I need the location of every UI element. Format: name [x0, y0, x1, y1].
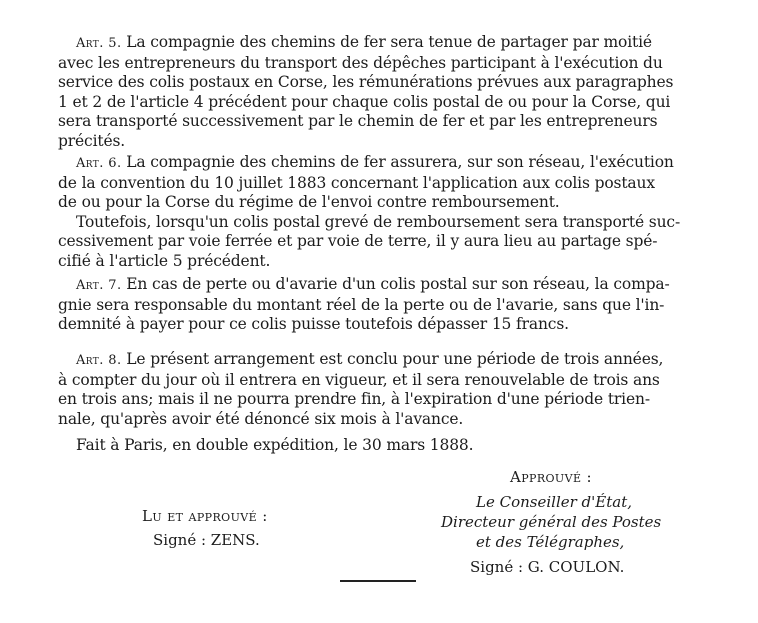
text-line: 1 et 2 de l'article 4 précédent pour chaque colis postal de ou pour la Corse, qui	[58, 92, 671, 111]
signer-title: Le Conseiller d'État,	[476, 493, 632, 511]
text-line: précités.	[58, 131, 126, 150]
text-line: de la convention du 10 juillet 1883 concernant l'application aux colis postaux	[58, 173, 655, 192]
text-line: sera transporté successivement par le chemin de fer et par les entrepreneurs	[58, 112, 658, 130]
article-label: Art. 6.	[76, 156, 122, 171]
article-label: Art. 8.	[76, 353, 122, 368]
article-label: Art. 7.	[76, 278, 122, 293]
text-line: demnité à payer pour ce colis puisse toutefois dépasser 15 francs.	[58, 315, 569, 333]
text-line: avec les entrepreneurs du transport des dépêches participant à l'exécution du	[58, 53, 663, 72]
signer-title: Directeur général des Postes	[441, 513, 662, 531]
signer-title: et des Télégraphes,	[476, 533, 625, 551]
text-line: cifié à l'article 5 précédent.	[58, 251, 271, 270]
text-line: en trois ans; mais il ne pourra prendre fin, à l'expiration d'une période trien-	[58, 390, 650, 408]
text-line: Art. 6. La compagnie des chemins de fer assurera, sur son réseau, l'exécution	[76, 153, 674, 171]
text-line: Toutefois, lorsqu'un colis postal grevé de remboursement sera transporté suc-	[76, 212, 681, 231]
approval-heading: Approuvé :	[510, 468, 593, 486]
read-approved-heading: Lu et approuvé :	[142, 507, 268, 525]
text-line: nale, qu'après avoir été dénoncé six mois à l'avance.	[58, 409, 464, 428]
signature-coulon: Signé : G. COULON.	[470, 558, 625, 576]
separator-rule	[340, 580, 416, 582]
article-5	[58, 33, 706, 151]
text-line: Art. 8. Le présent arrangement est conclu pour une période de trois années,	[76, 350, 664, 368]
text-line: Art. 7. En cas de perte ou d'avarie d'un colis postal sur son réseau, la compa-	[76, 275, 670, 293]
closing-text: Fait à Paris, en double expédition, le 30 mars 1888.	[76, 436, 474, 454]
text-line: de ou pour la Corse du régime de l'envoi contre remboursement.	[58, 193, 560, 211]
article-label: Art. 5.	[76, 36, 122, 51]
article-8	[58, 350, 706, 429]
text-line: service des colis postaux en Corse, les rémunérations prévues aux paragraphes	[58, 73, 674, 91]
text-line: gnie sera responsable du montant réel de la perte ou de l'avarie, sans que l'in-	[58, 295, 665, 314]
article-7	[58, 275, 706, 335]
closing-line	[58, 436, 706, 456]
text-line: Art. 5. La compagnie des chemins de fer sera tenue de partager par moitié	[76, 33, 652, 51]
text-line: cessivement par voie ferrée et par voie de terre, il y aura lieu au partage spé-	[58, 232, 658, 250]
article-6	[58, 153, 706, 271]
signature-zens: Signé : ZENS.	[153, 531, 260, 549]
text-line: à compter du jour où il entrera en vigueur, et il sera renouvelable de trois ans	[58, 370, 660, 389]
